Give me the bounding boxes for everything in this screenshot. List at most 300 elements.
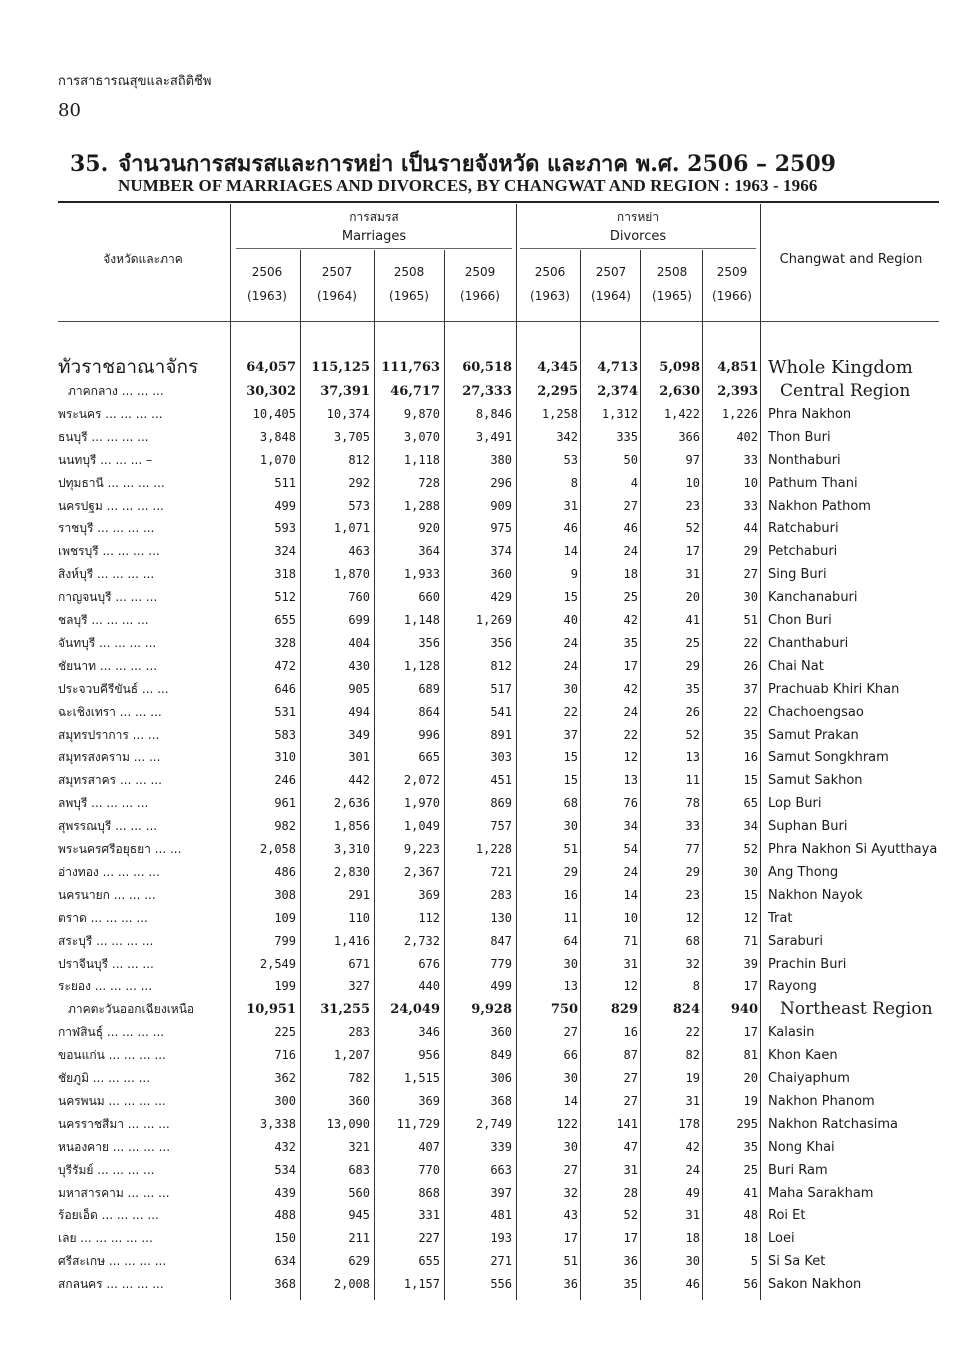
marriages-cell: 199: [274, 979, 296, 994]
divorces-cell: 5,098: [659, 360, 700, 375]
divorces-cell: 27: [743, 567, 758, 582]
changwat-english: Pathum Thani: [768, 475, 858, 491]
divorces-cell: 31: [623, 1162, 638, 1177]
divorces-cell: 27: [563, 1162, 578, 1177]
divorces-cell: 22: [743, 704, 758, 719]
divorces-cell: 68: [563, 796, 578, 811]
marriages-cell: 13,090: [326, 1116, 370, 1131]
changwat-thai: ร้อยเอ็ด ... ... ... ...: [58, 1208, 159, 1223]
changwat-english: Nakhon Phanom: [768, 1093, 875, 1109]
divorces-cell: 17: [743, 979, 758, 994]
divorces-cell: 829: [610, 1002, 638, 1018]
marriages-cell: 331: [418, 1208, 440, 1223]
divorces-cell: 342: [556, 429, 578, 444]
marriages-cell: 283: [348, 1025, 370, 1040]
divorces-underline: [520, 248, 756, 249]
divorces-cell: 30: [563, 819, 578, 834]
changwat-thai: ระยอง ... ... ... ...: [58, 979, 153, 994]
divorces-cell: 24: [563, 635, 578, 650]
divorces-cell: 18: [685, 1231, 700, 1246]
marriages-cell: 380: [490, 452, 512, 467]
marriages-cell: 920: [418, 521, 440, 536]
marriages-cell: 956: [418, 1048, 440, 1063]
divorces-cell: 31: [685, 1093, 700, 1108]
marriages-cell: 360: [490, 1025, 512, 1040]
marriages-cell: 292: [348, 475, 370, 490]
marriages-cell: 982: [274, 819, 296, 834]
table-row: [0, 907, 966, 930]
year-ce: (1965): [652, 289, 692, 303]
marriages-cell: 512: [274, 590, 296, 605]
divorces-cell: 27: [623, 1093, 638, 1108]
divorces-cell: 14: [563, 1093, 578, 1108]
marriages-cell: 541: [490, 704, 512, 719]
year-ce: (1964): [317, 289, 357, 303]
divorces-cell: 17: [743, 1025, 758, 1040]
year-be: 2507: [595, 265, 627, 279]
marriages-cell: 660: [418, 590, 440, 605]
divorces-cell: 41: [743, 1185, 758, 1200]
divorces-cell: 65: [743, 796, 758, 811]
divorces-cell: 35: [623, 635, 638, 650]
divorces-cell: 24: [623, 704, 638, 719]
changwat-thai: กาญจนบุรี ... ... ...: [58, 590, 158, 605]
changwat-thai: พระนคร ... ... ... ...: [58, 406, 163, 421]
divorces-cell: 4,851: [717, 360, 758, 375]
marriages-cell: 429: [490, 590, 512, 605]
marriages-cell: 760: [348, 590, 370, 605]
year-column-header: [374, 260, 444, 308]
marriages-cell: 115,125: [311, 360, 370, 375]
year-column-header: [234, 260, 300, 308]
marriages-cell: 310: [274, 750, 296, 765]
marriages-cell: 111,763: [381, 360, 440, 375]
marriages-cell: 499: [274, 498, 296, 513]
table-row: [0, 403, 966, 426]
divorces-cell: 1,226: [721, 406, 758, 421]
divorces-cell: 8: [570, 475, 578, 490]
divorces-cell: 25: [685, 635, 700, 650]
marriages-cell: 150: [274, 1231, 296, 1246]
table-row: [0, 861, 966, 884]
divorces-cell: 29: [685, 658, 700, 673]
marriages-cell: 112: [418, 910, 440, 925]
divorces-cell: 10: [685, 475, 700, 490]
changwat-english: Northeast Region: [780, 999, 933, 1020]
marriages-cell: 430: [348, 658, 370, 673]
divorces-cell: 18: [743, 1231, 758, 1246]
changwat-thai: ประจวบคีรีขันธ์ ... ...: [58, 681, 169, 696]
marriages-cell: 321: [348, 1139, 370, 1154]
year-column-header: [518, 260, 582, 308]
marriages-cell: 961: [274, 796, 296, 811]
divorces-cell: 48: [743, 1208, 758, 1223]
divorces-cell: 31: [623, 956, 638, 971]
divorces-cell: 15: [743, 887, 758, 902]
marriages-cell: 404: [348, 635, 370, 650]
marriages-cell: 442: [348, 773, 370, 788]
changwat-english: Kalasin: [768, 1025, 815, 1041]
divorces-cell: 32: [685, 956, 700, 971]
year-be: 2508: [656, 265, 688, 279]
divorces-cell: 940: [730, 1002, 758, 1018]
right-column-header: Changwat and Region: [779, 252, 923, 267]
divorces-cell: 28: [623, 1185, 638, 1200]
year-ce: (1966): [712, 289, 752, 303]
marriages-cell: 486: [274, 864, 296, 879]
changwat-english: Nong Khai: [768, 1139, 835, 1155]
table-row: [0, 975, 966, 998]
marriages-cell: 1,049: [403, 819, 440, 834]
divorces-cell: 49: [685, 1185, 700, 1200]
changwat-thai: นครนายก ... ... ...: [58, 887, 156, 902]
divorces-cell: 27: [623, 1071, 638, 1085]
divorces-cell: 42: [685, 1139, 700, 1154]
marriages-cell: 799: [274, 933, 296, 948]
divorces-cell: 35: [685, 681, 700, 696]
changwat-english: Loei: [768, 1231, 795, 1247]
divorces-cell: 824: [672, 1002, 700, 1018]
changwat-english: Central Region: [780, 381, 911, 401]
divorces-cell: 13: [623, 773, 638, 788]
divorces-cell: 23: [685, 498, 700, 513]
marriages-cell: 327: [348, 979, 370, 994]
divorces-cell: 402: [736, 429, 758, 444]
divorces-cell: 10: [743, 475, 758, 490]
changwat-thai: มหาสารคาม ... ... ...: [58, 1185, 170, 1200]
divorces-cell: 52: [685, 727, 700, 742]
table-title-thai-text: จำนวนการสมรสและการหย่า เป็นรายจังหวัด และภาค พ.ศ. 2506 – 2509: [118, 151, 836, 177]
divorces-cell: 42: [623, 681, 638, 696]
divorces-cell: 64: [563, 933, 578, 948]
divorces-cell: 32: [563, 1185, 578, 1200]
divorces-cell: 17: [623, 658, 638, 673]
marriages-cell: 193: [490, 1231, 512, 1246]
divorces-cell: 46: [563, 521, 578, 536]
marriages-cell: 301: [348, 750, 370, 765]
marriages-cell: 1,148: [403, 613, 440, 627]
marriages-cell: 728: [418, 475, 440, 490]
changwat-thai: นนทบุรี ... ... ... –: [58, 452, 152, 467]
marriages-cell: 849: [490, 1048, 512, 1063]
marriages-cell: 9,870: [403, 406, 440, 421]
divorces-cell: 19: [743, 1093, 758, 1108]
changwat-english: Nakhon Nayok: [768, 887, 863, 903]
divorces-cell: 36: [563, 1277, 578, 1292]
year-ce: (1966): [460, 289, 500, 303]
changwat-thai: ชัยนาท ... ... ... ...: [58, 658, 158, 673]
marriages-cell: 10,405: [252, 406, 296, 421]
marriages-cell: 308: [274, 887, 296, 902]
marriages-cell: 24,049: [390, 1002, 440, 1018]
divorces-cell: 35: [743, 1139, 758, 1154]
marriages-cell: 2,008: [333, 1277, 370, 1292]
marriages-cell: 3,705: [333, 429, 370, 444]
table-row: [0, 769, 966, 792]
table-row: [0, 609, 966, 632]
marriages-cell: 9,928: [471, 1002, 512, 1018]
marriages-cell: 1,856: [333, 819, 370, 834]
table-row: [0, 586, 966, 609]
changwat-thai: ราชบุรี ... ... ... ...: [58, 521, 155, 536]
table-row: [0, 563, 966, 586]
marriages-cell: 1,416: [333, 933, 370, 948]
divorces-cell: 37: [563, 727, 578, 742]
marriages-cell: 2,749: [475, 1116, 512, 1131]
marriages-cell: 407: [418, 1139, 440, 1154]
divorces-cell: 39: [743, 956, 758, 971]
marriages-cell: 349: [348, 727, 370, 742]
divorces-cell: 14: [623, 887, 638, 902]
divorces-cell: 24: [685, 1162, 700, 1177]
divorces-cell: 51: [743, 613, 758, 627]
changwat-english: Kanchanaburi: [768, 590, 858, 606]
divorces-cell: 50: [623, 452, 638, 467]
marriages-cell: 1,070: [259, 452, 296, 467]
table-row: [0, 1250, 966, 1273]
changwat-english: Phra Nakhon Si Ayutthaya: [768, 842, 938, 857]
marriages-header-thai: การสมรส: [349, 210, 399, 224]
marriages-cell: 360: [348, 1093, 370, 1108]
marriages-cell: 369: [418, 887, 440, 902]
marriages-cell: 374: [490, 544, 512, 559]
marriages-cell: 364: [418, 544, 440, 559]
marriages-cell: 3,338: [259, 1116, 296, 1131]
marriages-cell: 1,118: [403, 452, 440, 467]
marriages-cell: 671: [348, 956, 370, 971]
table-row: [0, 1182, 966, 1205]
marriages-cell: 30,302: [246, 384, 296, 399]
divorces-cell: 1,422: [663, 406, 700, 421]
divorces-cell: 2,295: [537, 384, 578, 399]
marriages-cell: 945: [348, 1208, 370, 1223]
divorces-cell: 12: [623, 979, 638, 994]
divorces-cell: 2,630: [659, 384, 700, 399]
divorces-cell: 16: [563, 887, 578, 902]
marriages-cell: 2,732: [403, 933, 440, 948]
marriages-cell: 11,729: [396, 1116, 440, 1131]
marriages-cell: 439: [274, 1185, 296, 1200]
divorces-cell: 35: [623, 1277, 638, 1292]
marriages-cell: 499: [490, 979, 512, 994]
marriages-cell: 1,933: [403, 567, 440, 582]
divorces-cell: 30: [563, 956, 578, 971]
divorces-cell: 97: [685, 452, 700, 467]
changwat-english: Nakhon Ratchasima: [768, 1116, 898, 1132]
divorces-cell: 30: [743, 864, 758, 879]
table-row: [0, 746, 966, 769]
marriages-cell: 2,058: [259, 842, 296, 856]
marriages-cell: 634: [274, 1254, 296, 1269]
changwat-thai: ลพบุรี ... ... ... ...: [58, 796, 149, 811]
divorces-cell: 56: [743, 1277, 758, 1292]
changwat-english: Si Sa Ket: [768, 1254, 826, 1270]
table-row: [0, 1021, 966, 1044]
region-row: [0, 380, 966, 403]
changwat-thai: ฉะเชิงเทรา ... ... ...: [58, 704, 162, 719]
year-column-header: [640, 260, 704, 308]
divorces-cell: 14: [563, 544, 578, 559]
marriages-cell: 64,057: [246, 360, 296, 375]
marriages-cell: 655: [274, 613, 296, 627]
marriages-cell: 655: [418, 1254, 440, 1269]
marriages-cell: 531: [274, 704, 296, 719]
marriages-cell: 346: [418, 1025, 440, 1040]
marriages-cell: 1,970: [403, 796, 440, 811]
divorces-cell: 43: [563, 1208, 578, 1223]
divorces-cell: 26: [743, 658, 758, 673]
changwat-english: Sakon Nakhon: [768, 1277, 862, 1293]
divorces-cell: 44: [743, 521, 758, 536]
divorces-cell: 22: [563, 704, 578, 719]
marriages-cell: 1,228: [475, 842, 512, 856]
total-row: [0, 356, 966, 379]
table-row: [0, 632, 966, 655]
changwat-english: Trat: [768, 910, 793, 926]
changwat-thai: สมุทรสาคร ... ... ...: [58, 773, 162, 788]
changwat-thai: ทั่วราชอาณาจักร: [58, 356, 199, 378]
divorces-cell: 34: [623, 819, 638, 834]
divorces-cell: 47: [623, 1139, 638, 1154]
table-row: [0, 1159, 966, 1182]
marriages-cell: 328: [274, 635, 296, 650]
changwat-english: Petchaburi: [768, 544, 838, 560]
changwat-english: Saraburi: [768, 933, 823, 949]
table-row: [0, 815, 966, 838]
marriages-cell: 8,846: [475, 406, 512, 421]
marriages-cell: 757: [490, 819, 512, 834]
year-ce: (1965): [389, 289, 429, 303]
year-be: 2506: [251, 265, 283, 279]
changwat-thai: ศรีสะเกษ ... ... ... ...: [58, 1254, 167, 1269]
changwat-thai: สมุทรสงคราม ... ...: [58, 750, 161, 765]
divorces-cell: 30: [563, 1071, 578, 1085]
divorces-cell: 13: [685, 750, 700, 765]
marriages-cell: 463: [348, 544, 370, 559]
marriages-cell: 812: [348, 452, 370, 467]
changwat-english: Nakhon Pathom: [768, 498, 871, 514]
divorces-cell: 9: [570, 567, 578, 582]
table-number: 35.: [70, 151, 109, 177]
marriages-cell: 1,515: [403, 1071, 440, 1085]
divorces-cell: 24: [623, 864, 638, 879]
divorces-cell: 37: [743, 681, 758, 696]
divorces-cell: 2,374: [597, 384, 638, 399]
marriages-cell: 3,310: [333, 842, 370, 856]
divorces-cell: 24: [623, 544, 638, 559]
marriages-cell: 339: [490, 1139, 512, 1154]
changwat-thai: สมุทรปราการ ... ...: [58, 727, 160, 742]
marriages-cell: 629: [348, 1254, 370, 1269]
changwat-english: Nonthaburi: [768, 452, 841, 468]
divorces-cell: 2,393: [717, 384, 758, 399]
header-rule: [58, 321, 939, 322]
marriages-cell: 1,207: [333, 1048, 370, 1063]
divorces-cell: 15: [743, 773, 758, 788]
marriages-cell: 10,951: [246, 1002, 296, 1018]
marriages-cell: 3,070: [403, 429, 440, 444]
divorces-cell: 82: [685, 1048, 700, 1063]
changwat-english: Samut Sakhon: [768, 773, 863, 789]
marriages-cell: 362: [274, 1071, 296, 1085]
marriages-cell: 2,830: [333, 864, 370, 879]
divorces-cell: 4: [630, 475, 638, 490]
divorces-cell: 12: [685, 910, 700, 925]
divorces-cell: 29: [563, 864, 578, 879]
divorces-cell: 27: [563, 1025, 578, 1040]
divorces-cell: 5: [750, 1254, 758, 1269]
divorces-cell: 31: [685, 1208, 700, 1223]
table-row: [0, 930, 966, 953]
divorces-cell: 52: [623, 1208, 638, 1223]
marriages-cell: 2,072: [403, 773, 440, 788]
table-row: [0, 1067, 966, 1090]
changwat-english: Sing Buri: [768, 567, 827, 583]
marriages-cell: 368: [274, 1277, 296, 1292]
marriages-cell: 779: [490, 956, 512, 971]
marriages-cell: 303: [490, 750, 512, 765]
divorces-cell: 51: [563, 1254, 578, 1269]
marriages-cell: 369: [418, 1093, 440, 1108]
marriages-cell: 511: [274, 475, 296, 490]
divorces-cell: 141: [616, 1116, 638, 1131]
changwat-english: Rayong: [768, 979, 817, 995]
divorces-cell: 17: [685, 544, 700, 559]
divorces-cell: 30: [685, 1254, 700, 1269]
divorces-cell: 34: [743, 819, 758, 834]
changwat-english: Prachuab Khiri Khan: [768, 681, 900, 697]
marriages-cell: 2,549: [259, 956, 296, 971]
table-row: [0, 953, 966, 976]
divorces-cell: 87: [623, 1048, 638, 1063]
changwat-thai: นครราชสีมา ... ... ...: [58, 1116, 170, 1131]
marriages-cell: 109: [274, 910, 296, 925]
divorces-cell: 295: [736, 1116, 758, 1131]
changwat-english: Samut Songkhram: [768, 750, 889, 766]
marriages-cell: 560: [348, 1185, 370, 1200]
table-row: [0, 1113, 966, 1136]
marriages-cell: 291: [348, 887, 370, 902]
table-row: [0, 517, 966, 540]
marriages-cell: 397: [490, 1185, 512, 1200]
table-row: [0, 449, 966, 472]
divorces-cell: 41: [685, 613, 700, 627]
marriages-cell: 440: [418, 979, 440, 994]
page-number: 80: [58, 100, 81, 121]
divorces-cell: 68: [685, 933, 700, 948]
divorces-cell: 15: [563, 773, 578, 788]
changwat-thai: ปทุมธานี ... ... ... ...: [58, 475, 165, 490]
marriages-cell: 847: [490, 933, 512, 948]
marriages-cell: 31,255: [320, 1002, 370, 1018]
divorces-cell: 33: [685, 819, 700, 834]
year-column-header: [702, 260, 762, 308]
marriages-cell: 296: [490, 475, 512, 490]
divorces-cell: 335: [616, 429, 638, 444]
marriages-cell: 360: [490, 567, 512, 582]
marriages-cell: 110: [348, 910, 370, 925]
marriages-cell: 721: [490, 864, 512, 879]
marriages-cell: 864: [418, 704, 440, 719]
marriages-cell: 1,870: [333, 567, 370, 582]
marriages-cell: 2,367: [403, 864, 440, 879]
divorces-cell: 29: [685, 864, 700, 879]
marriages-cell: 271: [490, 1254, 512, 1269]
divorces-cell: 54: [623, 842, 638, 856]
year-column-header: [300, 260, 374, 308]
divorces-cell: 53: [563, 452, 578, 467]
marriages-cell: 1,157: [403, 1277, 440, 1292]
